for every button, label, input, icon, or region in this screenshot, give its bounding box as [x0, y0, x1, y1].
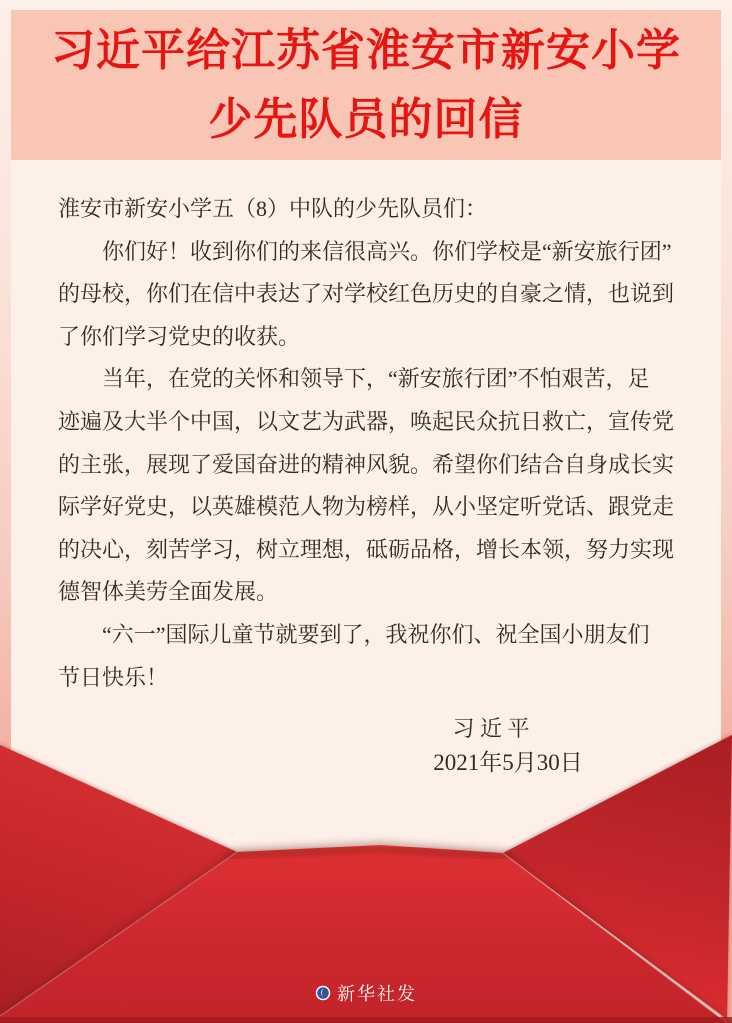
letter-line: 的决心，刻苦学习，树立理想，砥砺品格，增长本领，努力实现 — [58, 536, 675, 562]
letter-line: 节日快乐！ — [58, 664, 169, 690]
letter-line: 际学好党史，以英雄模范人物为榜样，从小坚定听党话、跟党走 — [58, 494, 675, 520]
credit-text: 新华社发 — [337, 984, 417, 1004]
signature-date: 2021年5月30日 — [433, 750, 583, 775]
letter-line: 了你们学习党史的收获。 — [58, 323, 301, 349]
page-title-line2: 少先队员的回信 — [208, 95, 524, 144]
letter-salutation: 淮安市新安小学五（8）中队的少先队员们： — [58, 196, 488, 221]
letter-line: 迹遍及大半个中国，以文艺为武器，唤起民众抗日救亡，宣传党 — [58, 408, 675, 434]
envelope-bottom-shade — [0, 1017, 732, 1023]
page-title-line1: 习近平给江苏省淮安市新安小学 — [51, 26, 681, 75]
letter-line: 你们好！收到你们的来信很高兴。你们学校是“新安旅行团” — [58, 238, 672, 264]
letter-line: 德智体美劳全面发展。 — [58, 579, 279, 605]
letter-line: 的主张，展现了爱国奋进的精神风貌。希望你们结合自身成长实 — [58, 451, 675, 477]
letter-line: 的母校，你们在信中表达了对学校红色历史的自豪之情，也说到 — [58, 281, 675, 307]
letter-line: “六一”国际儿童节就要到了，我祝你们、祝全国小朋友们 — [58, 621, 650, 647]
signature-name: 习 近 平 — [452, 716, 530, 741]
letter-line: 当年，在党的关怀和领导下，“新安旅行团”不怕艰苦，足 — [58, 366, 650, 392]
xinhua-emblem-icon — [315, 985, 331, 1001]
credit-line — [0, 980, 732, 1006]
